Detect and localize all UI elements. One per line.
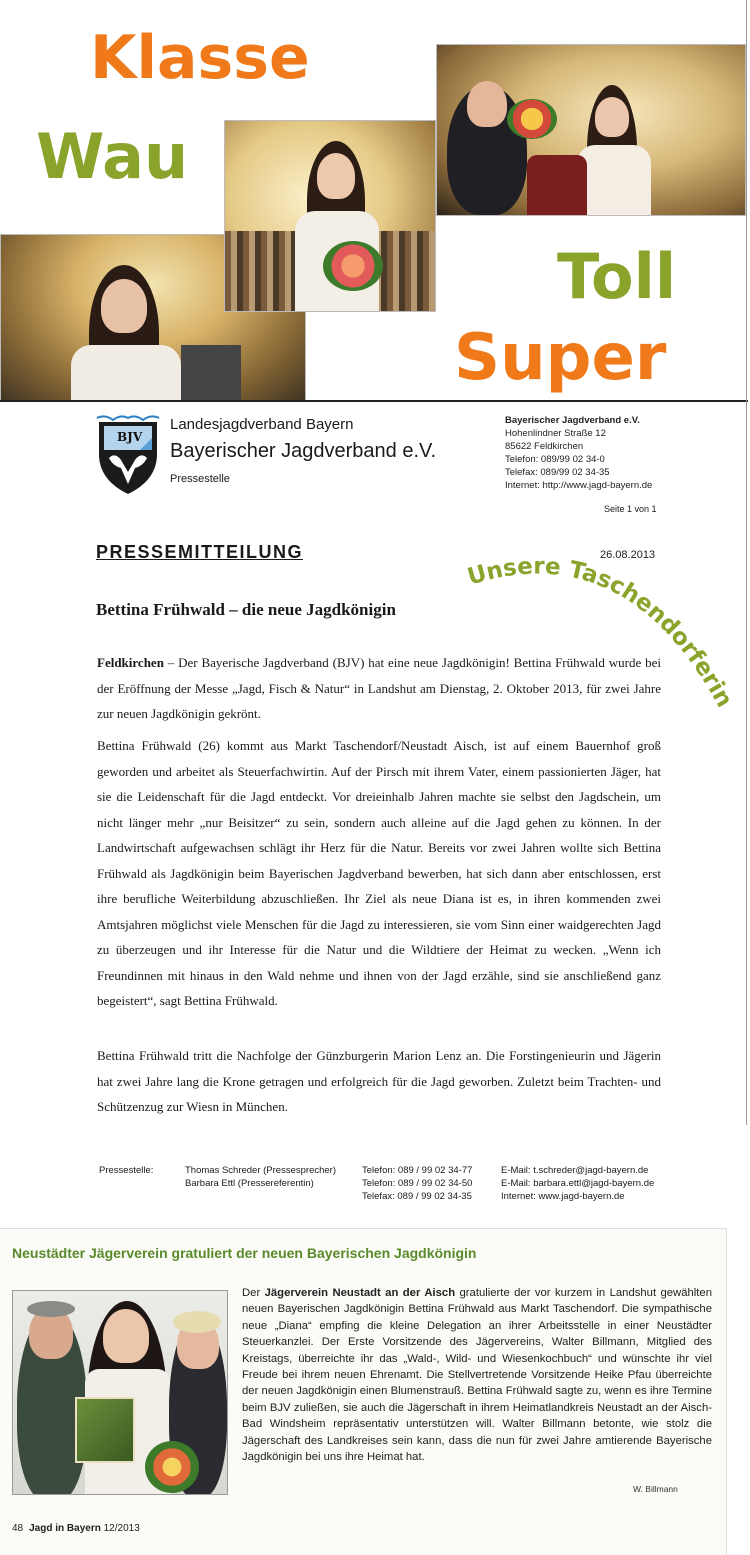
contact-email: E-Mail: t.schreder@jagd-bayern.de	[501, 1165, 649, 1176]
paragraph-3: Bettina Frühwald tritt die Nachfolge der Günzburgerin Marion Lenz an. Die Forstingenieurin und Jägerin hat zwei Jahre lang die Krone getragen und erfolgreich für die Jagd geworben. Zuletzt beim Trachten- und Schützenzug zur Wiesn in München.	[97, 1048, 661, 1114]
contact-emails	[501, 1164, 654, 1203]
org-department: Pressestelle	[170, 473, 230, 485]
clipping-text	[242, 1285, 712, 1465]
address-city: 85622 Feldkirchen	[505, 441, 584, 452]
clipping-club-name: Jägerverein Neustadt an der Aisch	[264, 1287, 456, 1299]
address-street: Hohenlindner Straße 12	[505, 428, 606, 439]
contact-web: Internet: www.jagd-bayern.de	[501, 1191, 625, 1202]
contact-email: E-Mail: barbara.ettl@jagd-bayern.de	[501, 1178, 655, 1189]
contact-name: Barbara Ettl (Pressereferentin)	[185, 1178, 314, 1189]
address-org: Bayerischer Jagdverband e.V.	[505, 415, 640, 426]
address-phone: Telefon: 089/99 02 34-0	[505, 454, 605, 465]
footer-magazine-name: Jagd in Bayern	[29, 1523, 101, 1534]
word-wau: Wau	[36, 120, 189, 193]
paragraph-1-text: – Der Bayerische Jagdverband (BJV) hat eine neue Jagdkönigin! Bettina Frühwald wurde bei der Eröffnung der Messe „Jagd, Fisch & Natur“ in Landshut am Dienstag, 2. Oktober 2013, für zwei Jahre zur neuen Jagdkönigin gekrönt.	[97, 655, 661, 721]
word-toll: Toll	[557, 240, 677, 313]
footer-page-number: 48	[12, 1523, 24, 1534]
contact-name: Thomas Schreder (Pressesprecher)	[185, 1165, 336, 1176]
word-klasse: Klasse	[90, 23, 310, 93]
contact-phone: Telefon: 089 / 99 02 34-77	[362, 1165, 473, 1176]
contact-names	[185, 1164, 336, 1190]
paragraph-1	[97, 650, 661, 727]
headline: Bettina Frühwald – die neue Jagdkönigin	[96, 600, 396, 619]
clipping-text-a: Der	[242, 1287, 265, 1299]
page-indicator: Seite 1 von 1	[604, 504, 657, 514]
contact-phones	[362, 1164, 472, 1203]
address-web: Internet: http://www.jagd-bayern.de	[505, 480, 653, 491]
photo-queen-crowd	[224, 120, 436, 312]
photo-handover	[436, 44, 746, 216]
clipping-title: Neustädter Jägerverein gratuliert der neuen Bayerischen Jagdkönigin	[12, 1245, 477, 1261]
bjv-logo	[95, 414, 161, 496]
dateline: Feldkirchen	[97, 655, 164, 670]
logo-text: BJV	[117, 430, 143, 444]
word-super: Super	[454, 321, 667, 395]
contact-fax: Telefax: 089 / 99 02 34-35	[362, 1191, 472, 1202]
org-name-line2: Bayerischer Jagdverband e.V.	[170, 440, 437, 462]
clipping-text-b: gratulierte der vor kurzem in Landshut gewählten neuen Bayerischen Jagdkönigin Bettina Frühwald aus Markt Taschendorf. Die sympathische neue „Diana“ empfing die kleine Delegation an ihrer Arbeitsstelle in einer Neustädter Steuerkanzlei. Der Erste Vorsitzende des Jägervereins, Walter Billmann, Mitglied des Kreistags, überreichte ihr das „Wald-, Wild- und Wiesenkochbuch“ und wünschte ihr viel Freude bei ihrem neuen Ehrenamt. Die Stellvertretende Vorsitzende Heike Pfau überreichte der neuen Jagdkönigin einen Blumenstrauß. Bettina Frühwald sagte zu, wenn es ihre Termine beim BJV zuließen, sie auch die Jägerschaft in ihrem Heimatlandkreis Neustadt an der Aisch-Bad Windsheim repräsentativ unterstützen will. Walter Billmann betonte, wie stolz die Jägerschaft des Landkreises sein kann, dass die nun für zwei Jahre amtierende Bayerische Jagdkönigin bei uns ihre Heimat hat.	[242, 1287, 712, 1464]
arc-caption-text: Unsere Taschendorferin	[464, 553, 738, 712]
magazine-footer	[12, 1523, 140, 1534]
footer-issue: 12/2013	[103, 1523, 140, 1534]
contact-label: Pressestelle:	[99, 1165, 154, 1176]
release-date: 26.08.2013	[600, 549, 656, 561]
address-fax: Telefax: 089/99 02 34-35	[505, 467, 610, 478]
clipping-author: W. Billmann	[633, 1484, 678, 1494]
contact-phone: Telefon: 089 / 99 02 34-50	[362, 1178, 473, 1189]
divider	[0, 400, 748, 402]
group-photo	[12, 1290, 228, 1495]
org-name-line1: Landesjagdverband Bayern	[170, 416, 354, 433]
paragraph-2: Bettina Frühwald (26) kommt aus Markt Taschendorf/Neustadt Aisch, ist auf einem Bauernhof groß geworden und arbeitet als Steuerfachwirtin. Auf der Pirsch mit ihrem Vater, einem passionierten Jäger, hat sie die Leidenschaft für die Jagd entdeckt. Vor dreieinhalb Jahren machte sie selbst den Jagdschein, um nicht länger mehr „nur Beisitzer“ zu sein, sondern auch alleine auf die Jagd gehen zu können. In der Landwirtschaft aufgewachsen schlägt ihr Herz für die Natur. Bereits vor zwei Jahren wollte sich Bettina Frühwald als Jagdkönigin beim Bayerischen Jagdverband bewerben, hat sich dann aber entschlossen, erst ihre berufliche Weiterbildung abzuschließen. Ihr Ziel als neue Diana ist es, in ihren kommenden zwei Amtsjahren möglichst viele Menschen für die Jagd zu interessieren, sie vom Sinn einer waidgerechten Jagd zu überzeugen und ihr Interesse für die Natur und die Wildtiere der Heimat zu wecken. „Wenn ich Freundinnen mit hinaus in den Wald nehme und ihnen von der Jagd erzähle, sind sie anschließend ganz begeistert“, sagt Bettina Frühwald.	[97, 738, 661, 1008]
press-release-label: PRESSEMITTEILUNG	[96, 542, 304, 562]
address-block	[505, 414, 652, 492]
